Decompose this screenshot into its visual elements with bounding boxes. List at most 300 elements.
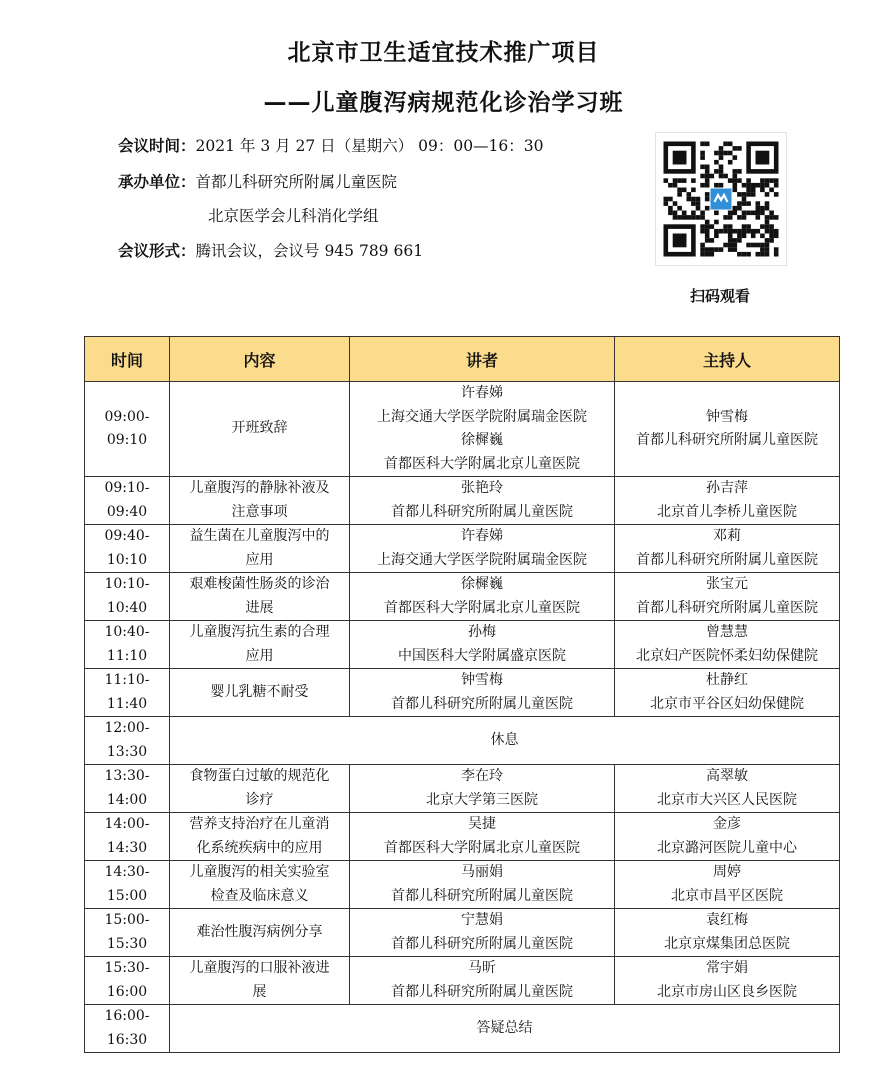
speaker-cell-line: 上海交通大学医学院附属瑞金医院 (377, 408, 587, 425)
host-cell (615, 957, 840, 1005)
content-cell-line: 检查及临床意义 (210, 887, 309, 904)
qr-module (733, 238, 738, 243)
time-cell-line: 10:40- (104, 624, 150, 640)
host-cell (615, 861, 840, 909)
qr-module (664, 197, 669, 202)
qr-module (765, 192, 770, 197)
qr-module (756, 183, 761, 188)
schedule-table (84, 336, 840, 1053)
qr-module (728, 247, 733, 252)
host-cell-line: 袁红梅 (706, 912, 748, 928)
table-row (85, 957, 840, 1005)
host-cell-line: 高翠敏 (706, 768, 748, 784)
qr-module (691, 197, 696, 202)
content-cell-line: 益生菌在儿童腹泻中的 (189, 528, 330, 544)
qr-module (737, 192, 742, 197)
qr-module (774, 229, 779, 234)
host-cell-line: 首都儿科研究所附属儿童医院 (636, 551, 818, 568)
host-cell-line: 杜静红 (706, 672, 748, 688)
qr-module (696, 206, 701, 211)
qr-module (682, 188, 687, 193)
qr-module (746, 229, 751, 234)
host-cell-line: 北京潞河医院儿童中心 (657, 839, 797, 856)
qr-module (746, 252, 751, 257)
qr-module (742, 211, 747, 216)
qr-module (700, 183, 705, 188)
speaker-cell-line: 首都医科大学附属北京儿童医院 (384, 455, 580, 472)
qr-module (691, 188, 696, 193)
speaker-cell-line: 首都儿科研究所附属儿童医院 (391, 695, 573, 712)
host-cell-line: 常宇娟 (706, 960, 748, 976)
qr-module (733, 178, 738, 183)
qr-module (742, 252, 747, 257)
host-cell-line: 北京市昌平区医院 (671, 887, 783, 904)
qr-module (751, 192, 756, 197)
qr-module (723, 215, 728, 220)
qr-module (705, 224, 710, 229)
host-cell (615, 669, 840, 717)
content-cell-line: 营养支持治疗在儿童消 (189, 816, 330, 832)
qr-module (760, 252, 765, 257)
qr-module (668, 183, 673, 188)
time-cell (85, 909, 170, 957)
qr-module (728, 215, 733, 220)
qr-module (696, 215, 701, 220)
content-cell (170, 382, 350, 477)
content-cell (170, 957, 350, 1005)
table-row (85, 382, 840, 477)
qr-module (742, 215, 747, 220)
qr-module (691, 178, 696, 183)
qr-module (714, 211, 719, 216)
qr-module (728, 151, 733, 156)
qr-module (714, 220, 719, 225)
speaker-cell (350, 382, 615, 477)
content-cell-line: 诊疗 (245, 791, 274, 808)
qr-module (700, 165, 705, 170)
qr-module (756, 252, 761, 257)
qr-module (705, 229, 710, 234)
qr-module (700, 229, 705, 234)
qr-module (774, 192, 779, 197)
host-cell-line: 钟雪梅 (706, 408, 748, 425)
host-cell-line: 首都儿科研究所附属儿童医院 (636, 599, 818, 616)
qr-module (710, 224, 715, 229)
qr-module (765, 183, 770, 188)
speaker-cell (350, 621, 615, 669)
speaker-cell-line: 马丽娟 (461, 864, 503, 880)
qr-module (719, 146, 724, 151)
qr-module (691, 211, 696, 216)
speaker-cell-line: 徐樨巍 (461, 432, 503, 448)
header-time: 时间 (85, 337, 170, 382)
host-cell (615, 813, 840, 861)
qr-module (700, 174, 705, 179)
table-row (85, 525, 840, 573)
qr-module (760, 206, 765, 211)
speaker-cell-line: 首都医科大学附属北京儿童医院 (384, 839, 580, 856)
table-row (85, 717, 840, 765)
qr-module (705, 220, 710, 225)
qr-caption: 扫码观看 (689, 287, 750, 305)
meeting-format-label: 会议形式： (118, 242, 196, 260)
qr-module (765, 178, 770, 183)
qr-module (728, 178, 733, 183)
meeting-format (118, 239, 423, 261)
qr-module (714, 183, 719, 188)
speaker-cell (350, 909, 615, 957)
content-cell-line: 化系统疾病中的应用 (196, 839, 323, 856)
qr-module (668, 206, 673, 211)
content-cell-line: 儿童腹泻的静脉补液及 (189, 480, 330, 496)
content-cell-line: 注意事项 (231, 503, 288, 520)
qr-module (723, 151, 728, 156)
qr-module (760, 247, 765, 252)
qr-code-icon[interactable] (655, 132, 787, 266)
qr-module (746, 183, 751, 188)
qr-module (751, 211, 756, 216)
qr-finder-core (673, 234, 687, 248)
host-cell (615, 909, 840, 957)
qr-module (774, 178, 779, 183)
speaker-cell (350, 861, 615, 909)
host-cell-line: 周婷 (713, 864, 741, 880)
qr-module (723, 243, 728, 248)
qr-module (742, 234, 747, 239)
time-cell-line: 14:30- (104, 864, 150, 880)
qr-module (700, 243, 705, 248)
qr-module (723, 174, 728, 179)
qr-module (700, 215, 705, 220)
qr-module (719, 229, 724, 234)
qr-module (769, 234, 774, 239)
host-cell (615, 382, 840, 477)
content-cell (170, 621, 350, 669)
qr-module (728, 160, 733, 165)
qr-module (705, 142, 710, 147)
time-cell-line: 15:30- (104, 960, 150, 976)
time-cell-line: 09:00- (104, 408, 150, 425)
speaker-cell (350, 813, 615, 861)
time-cell-line: 12:00- (104, 720, 150, 736)
speaker-cell (350, 525, 615, 573)
time-cell-line: 15:30 (106, 935, 148, 952)
qr-module (705, 252, 710, 257)
content-cell-line: 儿童腹泻的相关实验室 (189, 864, 330, 880)
time-cell-line: 09:10 (106, 432, 148, 448)
qr-module (673, 211, 678, 216)
qr-module (700, 142, 705, 147)
qr-module (705, 247, 710, 252)
qr-module (710, 247, 715, 252)
header-speaker: 讲者 (350, 337, 615, 382)
qr-module (742, 183, 747, 188)
content-cell (170, 477, 350, 525)
organizer-2 (208, 204, 379, 226)
time-cell (85, 765, 170, 813)
qr-module (728, 238, 733, 243)
speaker-cell-line: 上海交通大学医学院附属瑞金医院 (377, 551, 587, 568)
qr-module (700, 211, 705, 216)
qr-module (705, 206, 710, 211)
qr-module (760, 243, 765, 248)
qr-module (733, 169, 738, 174)
qr-module (760, 178, 765, 183)
qr-module (737, 252, 742, 257)
qr-module (687, 192, 692, 197)
qr-module (742, 229, 747, 234)
host-cell-line: 孙吉萍 (706, 480, 748, 496)
qr-module (719, 174, 724, 179)
qr-module (719, 151, 724, 156)
time-cell-line: 10:40 (106, 599, 148, 616)
qr-module (742, 192, 747, 197)
qr-module (682, 211, 687, 216)
qr-module (723, 229, 728, 234)
speaker-cell-line: 北京大学第三医院 (426, 791, 538, 808)
qr-module (760, 211, 765, 216)
table-row (85, 909, 840, 957)
qr-module (769, 215, 774, 220)
host-cell-line: 曾慧慧 (706, 624, 748, 640)
speaker-cell (350, 573, 615, 621)
qr-module (746, 211, 751, 216)
content-cell-line: 儿童腹泻抗生素的合理 (189, 624, 330, 640)
organizer (118, 170, 397, 192)
qr-module (746, 243, 751, 248)
qr-module (737, 146, 742, 151)
qr-module (710, 238, 715, 243)
content-cell (170, 813, 350, 861)
meeting-time (118, 134, 544, 156)
qr-module (677, 188, 682, 193)
merged-cell: 休息 (170, 717, 840, 765)
qr-module (682, 215, 687, 220)
qr-module (742, 201, 747, 206)
qr-module (705, 178, 710, 183)
host-cell-line: 金彦 (713, 816, 741, 832)
content-cell-line: 难治性腹泻病例分享 (196, 923, 323, 940)
speaker-cell (350, 669, 615, 717)
qr-module (719, 155, 724, 160)
qr-module (746, 188, 751, 193)
time-cell-line: 14:00 (106, 791, 148, 808)
qr-module (714, 160, 719, 165)
qr-module (765, 238, 770, 243)
qr-module (733, 229, 738, 234)
time-cell-line: 13:30 (106, 743, 148, 760)
qr-module (742, 224, 747, 229)
qr-module (756, 206, 761, 211)
qr-module (765, 206, 770, 211)
qr-module (696, 201, 701, 206)
qr-module (746, 224, 751, 229)
time-cell-line: 16:00 (106, 983, 148, 1000)
qr-module (687, 215, 692, 220)
time-cell (85, 813, 170, 861)
content-cell (170, 909, 350, 957)
qr-module (714, 169, 719, 174)
header-host: 主持人 (615, 337, 840, 382)
time-cell-line: 10:10- (104, 576, 150, 592)
qr-module (760, 183, 765, 188)
speaker-cell-line: 马昕 (468, 960, 496, 976)
time-cell-line: 15:00- (104, 912, 150, 928)
qr-module (705, 165, 710, 170)
qr-module (733, 188, 738, 193)
qr-module (737, 238, 742, 243)
qr-module (774, 234, 779, 239)
qr-module (765, 201, 770, 206)
qr-module (677, 192, 682, 197)
qr-module (765, 215, 770, 220)
qr-module (765, 252, 770, 257)
meeting-format-value: 腾讯会议，会议号 945 789 661 (195, 242, 424, 260)
speaker-cell (350, 477, 615, 525)
time-cell-line: 14:00- (104, 816, 150, 832)
speaker-cell-line: 首都儿科研究所附属儿童医院 (391, 935, 573, 952)
speaker-cell-line: 宁慧娟 (461, 912, 503, 928)
qr-module (769, 178, 774, 183)
qr-module (765, 243, 770, 248)
qr-module (705, 174, 710, 179)
host-cell-line: 北京首儿李桥儿童医院 (657, 503, 797, 520)
speaker-cell-line: 钟雪梅 (461, 672, 503, 688)
meeting-time-label: 会议时间： (118, 137, 196, 155)
qr-module (677, 215, 682, 220)
qr-module (673, 178, 678, 183)
qr-module (746, 201, 751, 206)
qr-module (774, 183, 779, 188)
time-cell-line: 11:10- (104, 672, 150, 688)
time-cell (85, 525, 170, 573)
qr-module (714, 151, 719, 156)
qr-module (705, 197, 710, 202)
qr-module (733, 206, 738, 211)
speaker-cell-line: 中国医科大学附属盛京医院 (398, 647, 566, 664)
table-row (85, 1005, 840, 1053)
host-cell-line: 首都儿科研究所附属儿童医院 (636, 432, 818, 448)
qr-module (737, 234, 742, 239)
qr-module (700, 151, 705, 156)
qr-module (774, 247, 779, 252)
qr-module (705, 169, 710, 174)
time-cell-line: 14:30 (106, 839, 148, 856)
speaker-cell (350, 957, 615, 1005)
qr-module (719, 183, 724, 188)
qr-module (769, 238, 774, 243)
qr-module (737, 169, 742, 174)
qr-module (723, 142, 728, 147)
qr-module (765, 220, 770, 225)
time-cell-line: 15:00 (106, 887, 148, 904)
qr-module (765, 224, 770, 229)
qr-module (733, 174, 738, 179)
content-cell-line: 进展 (245, 599, 274, 616)
time-cell (85, 717, 170, 765)
host-cell-line: 北京京煤集团总医院 (664, 935, 790, 952)
qr-module (705, 183, 710, 188)
qr-module (728, 229, 733, 234)
content-cell-line: 应用 (245, 647, 274, 664)
qr-module (664, 178, 669, 183)
merged-cell: 答疑总结 (170, 1005, 840, 1053)
host-cell-line: 邓莉 (713, 528, 741, 544)
qr-module (737, 206, 742, 211)
time-cell-line: 16:30 (106, 1031, 148, 1048)
qr-module (756, 243, 761, 248)
qr-module (714, 247, 719, 252)
speaker-cell-line: 吴捷 (468, 816, 496, 832)
qr-module (728, 211, 733, 216)
qr-module (737, 201, 742, 206)
qr-module (728, 142, 733, 147)
time-cell (85, 477, 170, 525)
qr-module (728, 243, 733, 248)
qr-module (705, 234, 710, 239)
speaker-cell-line: 首都儿科研究所附属儿童医院 (391, 983, 573, 1000)
qr-module (673, 215, 678, 220)
time-cell-line: 13:30- (104, 768, 150, 784)
time-cell-line: 10:10 (106, 551, 148, 568)
speaker-cell-line: 张艳玲 (461, 480, 503, 496)
qr-module (751, 229, 756, 234)
title-line-2: ——儿童腹泻病规范化诊治学习班 (263, 90, 624, 116)
qr-module (760, 188, 765, 193)
content-cell-line: 婴儿乳糖不耐受 (210, 683, 309, 700)
speaker-cell-line: 首都医科大学附属北京儿童医院 (384, 599, 580, 616)
qr-module (700, 224, 705, 229)
qr-module (765, 229, 770, 234)
time-cell (85, 621, 170, 669)
qr-module (769, 211, 774, 216)
qr-module (746, 178, 751, 183)
qr-module (677, 206, 682, 211)
qr-module (774, 215, 779, 220)
organizer-value-2: 北京医学会儿科消化学组 (208, 207, 379, 225)
qr-module (723, 224, 728, 229)
qr-module (733, 247, 738, 252)
host-cell-line: 张宝元 (706, 576, 748, 592)
content-cell (170, 669, 350, 717)
speaker-cell-line: 首都儿科研究所附属儿童医院 (391, 503, 573, 520)
speaker-cell (350, 765, 615, 813)
speaker-cell-line: 许春娣 (461, 385, 503, 401)
qr-module (710, 252, 715, 257)
qr-module (700, 155, 705, 160)
time-cell (85, 669, 170, 717)
content-cell (170, 573, 350, 621)
qr-module (705, 192, 710, 197)
time-cell (85, 861, 170, 909)
qr-module (673, 183, 678, 188)
qr-module (673, 201, 678, 206)
qr-module (769, 229, 774, 234)
table-row (85, 813, 840, 861)
qr-module (710, 174, 715, 179)
content-cell (170, 861, 350, 909)
table-row (85, 573, 840, 621)
time-cell-line: 09:40- (104, 528, 150, 544)
qr-module (760, 234, 765, 239)
qr-module (756, 201, 761, 206)
speaker-cell-line: 首都儿科研究所附属儿童医院 (391, 887, 573, 904)
content-cell-line: 开班致辞 (231, 420, 288, 437)
qr-module (714, 234, 719, 239)
host-cell-line: 北京市房山区良乡医院 (657, 983, 797, 1000)
content-cell (170, 765, 350, 813)
qr-finder-core (756, 151, 770, 165)
